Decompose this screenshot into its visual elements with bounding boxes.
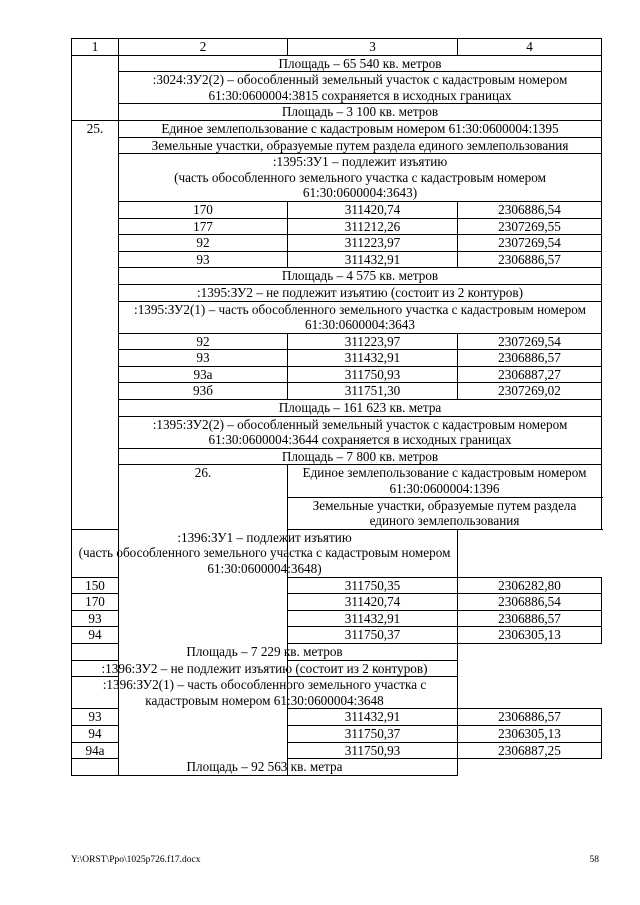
parcel-description: :1395:ЗУ2 – не подлежит изъятию (состоит из 2 контуров) [119,284,602,301]
coord-y: 2306886,54 [458,594,602,611]
parcel-description: :1395:ЗУ2(2) – обособленный земельный участок с кадастровым номером 61:30:0600004:3644 сохраняется в исходных границах [119,416,602,448]
coord-y: 2306305,13 [458,627,602,644]
table-header-row [72,39,602,56]
coordinate-row [72,251,602,268]
coord-x: 311432,91 [288,610,458,627]
page-number: 58 [589,855,599,865]
coord-y: 2306886,54 [458,201,602,218]
coord-x: 311751,30 [288,383,458,400]
area-line: Площадь – 65 540 кв. метров [119,55,602,72]
coordinate-row [72,383,602,400]
parcel-zu1-heading: :1395:ЗУ1 – подлежит изъятию [272,154,448,170]
coord-x: 311432,91 [288,709,458,726]
table-row [72,759,602,776]
coord-x: 311750,37 [288,725,458,742]
table-row [72,137,602,154]
table-row [72,677,602,709]
coordinate-row [72,235,602,252]
table-row [72,416,602,448]
table-row [72,72,602,104]
column-number-3: 3 [288,39,458,56]
coord-x: 311432,91 [288,251,458,268]
table-row [72,643,602,660]
section-title: Единое землепользование с кадастровым номером 61:30:0600004:1396 [288,465,602,497]
row-number-cell [72,55,119,120]
section-26-title-row [72,465,602,497]
area-line: Площадь – 7 800 кв. метров [119,448,602,465]
coord-y: 2307269,02 [458,383,602,400]
area-line: Площадь – 3 100 кв. метров [119,104,602,121]
point-id: 170 [119,201,288,218]
section-title: Единое землепользование с кадастровым номером 61:30:0600004:1395 [119,120,602,137]
coord-x: 311750,93 [288,742,458,759]
coord-x: 311223,97 [288,235,458,252]
footer-file-path: Y:\ORST\Ppo\1025p726.f17.docx [71,855,201,865]
area-line: Площадь – 7 229 кв. метров [72,643,458,660]
section-subtitle: Земельные участки, образуемые путем раздела единого землепользования [119,137,602,154]
coordinate-row [72,350,602,367]
parcel-description [72,529,458,577]
point-id: 177 [119,218,288,235]
coord-y: 2306886,57 [458,709,602,726]
coord-x: 311223,97 [288,333,458,350]
coordinate-row [72,218,602,235]
area-line: Площадь – 161 623 кв. метра [119,400,602,417]
table-row [72,660,602,677]
parcel-description: :1396:ЗУ2 – не подлежит изъятию (состоит из 2 контуров) [72,660,458,677]
table-row [72,301,602,333]
row-number-26: 26. [119,465,288,775]
table-row [72,529,602,577]
column-number-4: 4 [458,39,602,56]
table-row [72,284,602,301]
coord-x: 311750,35 [288,577,458,594]
row-number-25: 25. [72,120,119,529]
coordinate-row [72,366,602,383]
coord-x: 311750,93 [288,366,458,383]
area-line: Площадь – 4 575 кв. метров [119,268,602,285]
coord-y: 2306886,57 [458,350,602,367]
point-id: 93 [119,350,288,367]
coord-x: 311212,26 [288,218,458,235]
column-number-1: 1 [72,39,119,56]
table-row [72,154,602,202]
coord-y: 2306886,57 [458,610,602,627]
coordinate-row [72,201,602,218]
coord-y: 2306887,25 [458,742,602,759]
coord-x: 311750,37 [288,627,458,644]
section-subtitle: Земельные участки, образуемые путем раздела единого землепользования [288,497,602,529]
parcel-description: :1396:ЗУ2(1) – часть обособленного земельного участка с кадастровым номером 61:30:0600004:3648 [72,677,458,709]
point-id: 92 [119,333,288,350]
coord-y: 2306282,80 [458,577,602,594]
coord-y: 2306305,13 [458,725,602,742]
point-id: 93 [72,610,119,627]
parcel-description: :1395:ЗУ2(1) – часть обособленного земельного участка с кадастровым номером 61:30:0600004:3643 [119,301,602,333]
column-number-2: 2 [119,39,288,56]
point-id: 94а [72,742,119,759]
table-row [72,55,602,72]
parcel-description: :3024:ЗУ2(2) – обособленный земельный участок с кадастровым номером 61:30:0600004:3815 сохраняется в исходных границах [119,72,602,104]
point-id: 93 [119,251,288,268]
point-id: 94 [72,627,119,644]
point-id: 93б [119,383,288,400]
table-row [72,448,602,465]
coord-x: 311420,74 [288,594,458,611]
land-parcels-table [71,38,602,776]
parcel-zu1-heading: :1396:ЗУ1 – подлежит изъятию [177,529,352,545]
section-25-title-row [72,120,602,137]
parcel-zu1-note: (часть обособленного земельного участка с кадастровым номером 61:30:0600004:3643) [174,169,546,201]
parcel-description [119,154,602,202]
point-id: 93 [72,709,119,726]
coord-y: 2306886,57 [458,251,602,268]
coordinate-row [72,333,602,350]
coord-y: 2307269,55 [458,218,602,235]
point-id: 94 [72,725,119,742]
table-row [72,268,602,285]
table-row [72,104,602,121]
point-id: 93а [119,366,288,383]
point-id: 170 [72,594,119,611]
coord-x: 311432,91 [288,350,458,367]
point-id: 92 [119,235,288,252]
coord-x: 311420,74 [288,201,458,218]
coord-y: 2307269,54 [458,235,602,252]
coord-y: 2306887,27 [458,366,602,383]
parcel-zu1-note: (часть обособленного земельного участка с кадастровым номером 61:30:0600004:3648) [78,545,451,576]
coord-y: 2307269,54 [458,333,602,350]
area-line: Площадь – 92 563 кв. метра [72,759,458,776]
table-row [72,400,602,417]
point-id: 150 [72,577,119,594]
